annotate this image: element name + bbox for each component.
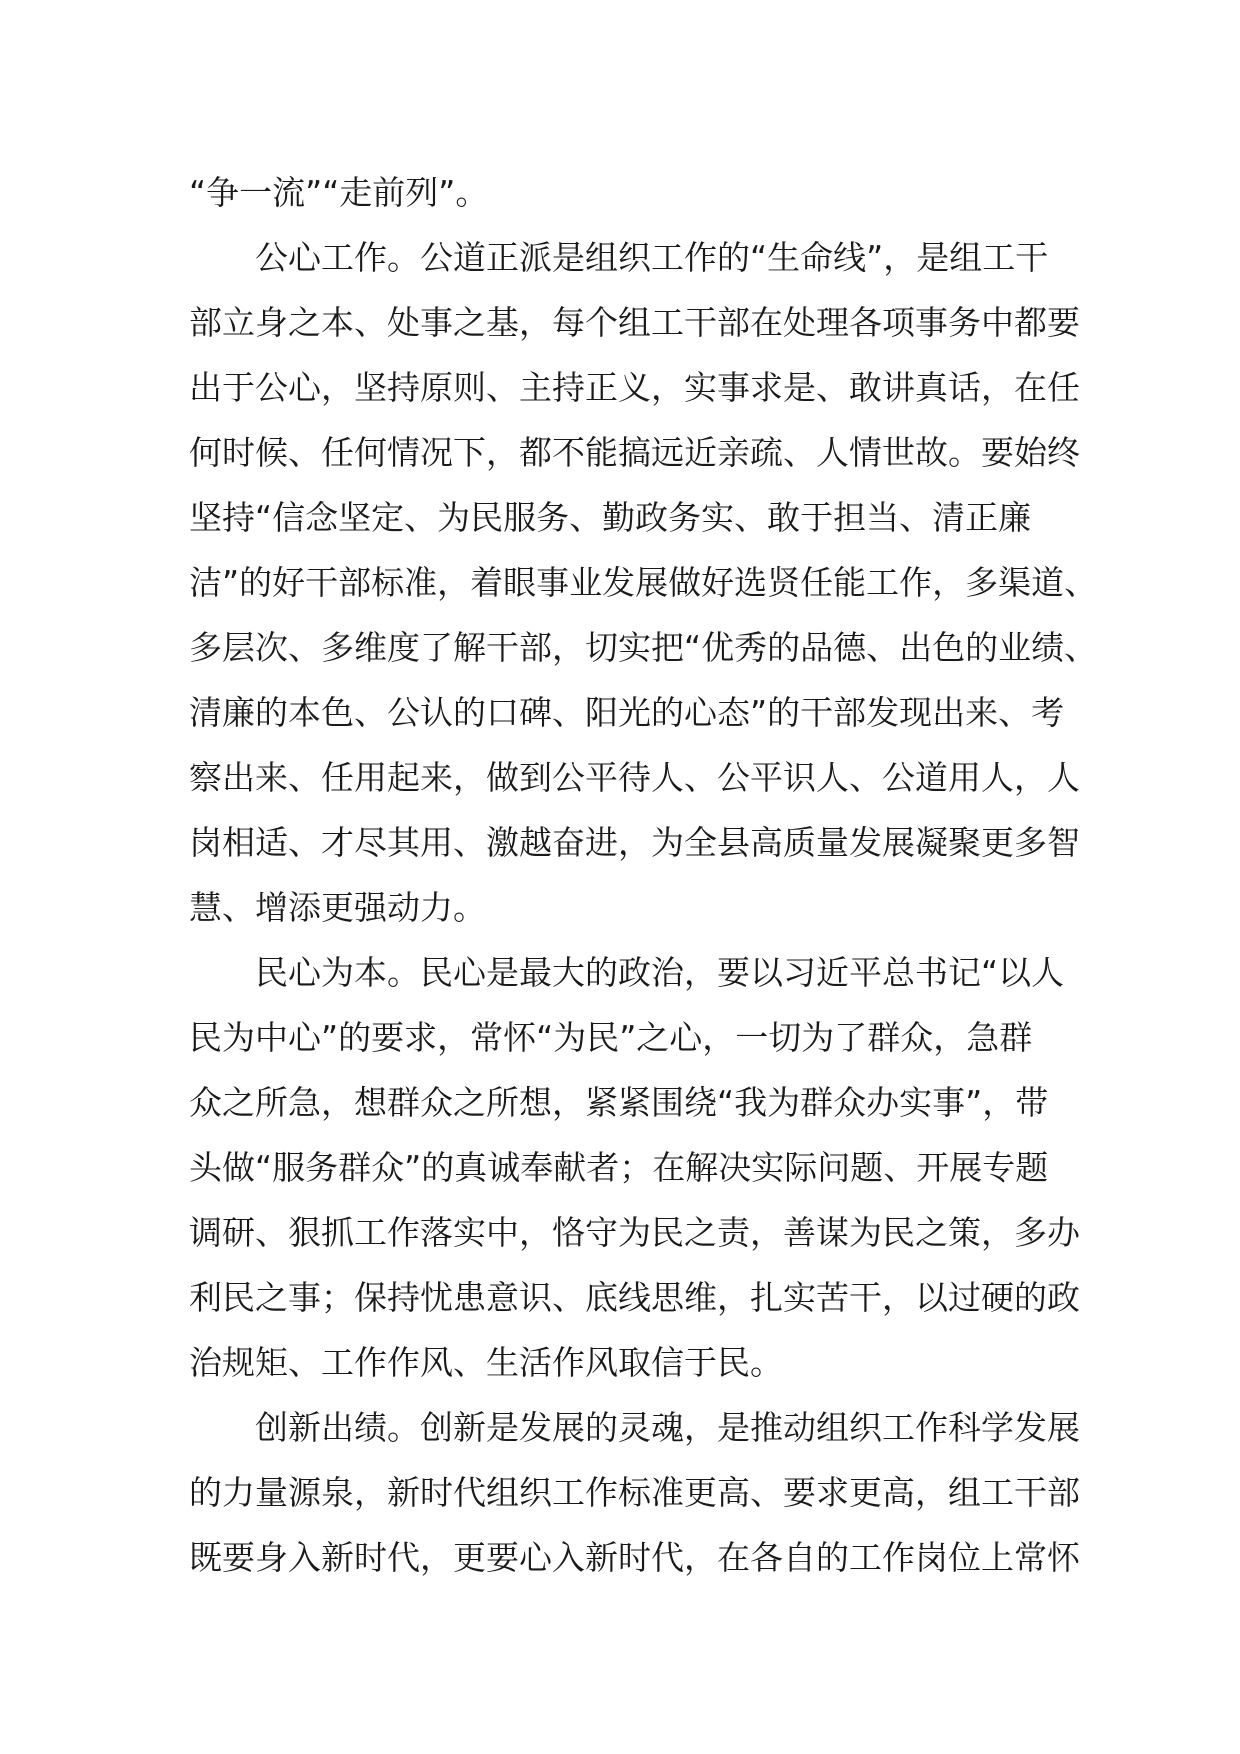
text-line: 多层次、多维度了解干部，切实把“优秀的品德、出色的业绩、 <box>189 628 1098 667</box>
text-line: 众之所急，想群众之所想，紧紧围绕“我为群众办实事”，带 <box>189 1083 1049 1122</box>
text-line: 部立身之本、处事之基，每个组工干部在处理各项事务中都要 <box>189 303 1080 342</box>
text-line: 利民之事；保持忧患意识、底线思维，扎实苦干，以过硬的政 <box>189 1278 1080 1317</box>
text-line: 民为中心”的要求，常怀“为民”之心，一切为了群众，急群 <box>189 1018 1033 1057</box>
text-line: “争一流”“走前列”。 <box>189 173 489 212</box>
document-body <box>189 160 1098 1590</box>
text-line: 的力量源泉，新时代组织工作标准更高、要求更高，组工干部 <box>189 1473 1080 1512</box>
paragraph-first-line: 公心工作。公道正派是组织工作的“生命线”，是组工干 <box>255 238 1049 277</box>
text-line: 何时候、任何情况下，都不能搞远近亲疏、人情世故。要始终 <box>189 433 1080 472</box>
text-line: 坚持“信念坚定、为民服务、勤政务实、敢于担当、清正廉 <box>189 498 1032 537</box>
text-line: 治规矩、工作作风、生活作风取信于民。 <box>189 1343 783 1382</box>
paragraph-first-line: 民心为本。民心是最大的政治，要以习近平总书记“以人 <box>255 953 1065 992</box>
text-line: 清廉的本色、公认的口碑、阳光的心态”的干部发现出来、考 <box>189 693 1065 732</box>
text-line: 岗相适、才尽其用、激越奋进，为全县高质量发展凝聚更多智 <box>189 823 1080 862</box>
paragraph-first-line: 创新出绩。创新是发展的灵魂，是推动组织工作科学发展 <box>255 1408 1080 1447</box>
text-line: 出于公心，坚持原则、主持正义，实事求是、敢讲真话，在任 <box>189 368 1080 407</box>
text-line: 既要身入新时代，更要心入新时代，在各自的工作岗位上常怀 <box>189 1538 1080 1577</box>
text-line: 洁”的好干部标准，着眼事业发展做好选贤任能工作，多渠道、 <box>189 563 1098 602</box>
text-line: 调研、狠抓工作落实中，恪守为民之责，善谋为民之策，多办 <box>189 1213 1080 1252</box>
text-line: 察出来、任用起来，做到公平待人、公平识人、公道用人，人 <box>189 758 1080 797</box>
text-line: 头做“服务群众”的真诚奉献者；在解决实际问题、开展专题 <box>189 1148 1049 1187</box>
text-line: 慧、增添更强动力。 <box>189 888 486 927</box>
